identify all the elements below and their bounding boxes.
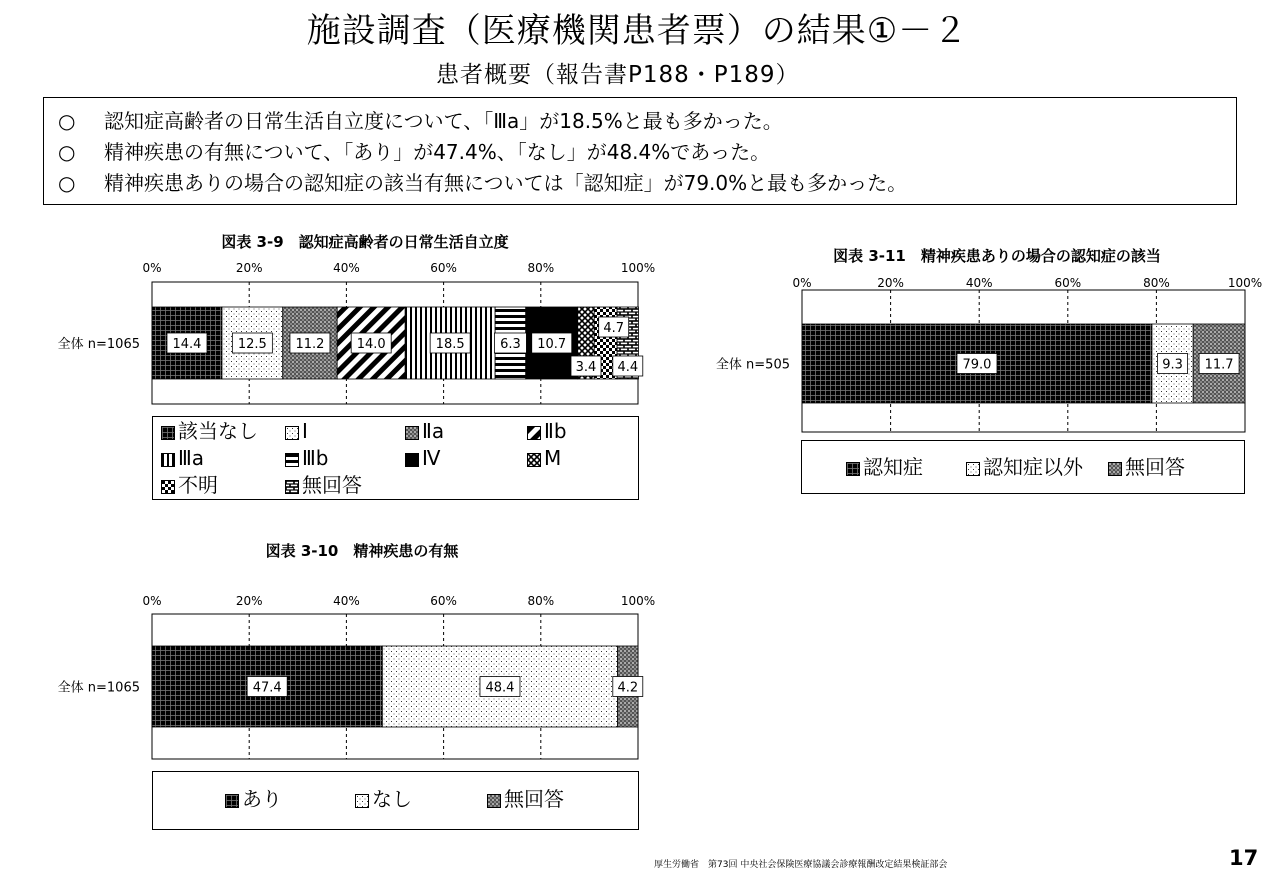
legend-label: Ⅲa: [178, 446, 205, 470]
page-subtitle: 患者概要（報告書P188・P189）: [436, 62, 800, 88]
legend-item: [225, 787, 282, 811]
legend-label: 無回答: [302, 473, 362, 497]
data-label: [430, 333, 470, 353]
page-title: 施設調査（医療機関患者票）の結果①－２: [306, 11, 969, 51]
data-label: [351, 333, 391, 353]
x-tick-label: 60%: [430, 261, 457, 275]
data-label-text: 10.7: [537, 337, 567, 352]
legend-label: 認知症: [863, 455, 923, 479]
data-label: [1158, 354, 1188, 374]
chart-title: 図表 3-11 精神疾患ありの場合の認知症の該当: [833, 247, 1161, 265]
x-tick-label: 20%: [235, 594, 263, 608]
data-label: [1199, 354, 1239, 374]
legend-item: [161, 446, 204, 470]
legend-label: Ⅰ: [302, 419, 308, 443]
x-tick-label: 20%: [235, 261, 263, 275]
legend-swatch-icon: [285, 453, 299, 467]
x-tick-label: 0%: [792, 276, 812, 290]
data-label: [494, 333, 526, 353]
legend-swatch-icon: [161, 480, 175, 494]
legend-item: [161, 473, 218, 497]
legend-fig-3-11: [801, 440, 1245, 494]
chart-fig-3-11: [690, 235, 1270, 440]
x-tick-label: 100%: [1227, 276, 1263, 290]
x-tick-label: 40%: [965, 276, 993, 290]
chart-title: 図表 3-9 認知症高齢者の日常生活自立度: [221, 233, 509, 251]
data-label: [613, 677, 643, 697]
summary-text: 認知症高齢者の日常生活自立度について、「Ⅲa」が18.5%と最も多かった。: [104, 109, 783, 133]
summary-text: 精神疾患ありの場合の認知症の該当有無については「認知症」が79.0%と最も多かった。: [104, 171, 908, 195]
summary-box: [43, 97, 1237, 205]
legend-label: M: [544, 446, 562, 470]
legend-swatch-icon: [405, 453, 419, 467]
x-tick-label: 80%: [527, 594, 555, 608]
summary-line: [58, 169, 907, 197]
legend-swatch-icon: [966, 462, 980, 476]
legend-swatch-icon: [355, 794, 369, 808]
x-tick-label: 80%: [1143, 276, 1170, 290]
chart-fig-3-10: [0, 530, 680, 770]
legend-label: 該当なし: [178, 419, 258, 443]
legend-item: [527, 446, 561, 470]
data-label-text: 47.4: [252, 680, 282, 696]
data-label-text: 4.7: [603, 321, 625, 336]
legend-swatch-icon: [527, 426, 541, 440]
legend-item: [405, 419, 444, 443]
data-label: [247, 677, 287, 697]
footer-source: 厚生労働省 第73回 中央社会保険医療協議会診療報酬改定結果検証部会: [654, 860, 948, 870]
legend-swatch-icon: [161, 426, 175, 440]
legend-item: [527, 419, 567, 443]
x-tick-label: 60%: [1054, 276, 1082, 290]
legend-item: [285, 419, 308, 443]
bullet-circle-icon: ○: [58, 140, 76, 164]
legend-swatch-icon: [161, 453, 175, 467]
legend-swatch-icon: [487, 794, 501, 808]
legend-label: Ⅱb: [544, 419, 567, 443]
data-label-text: 9.3: [1162, 357, 1183, 373]
bullet-circle-icon: ○: [58, 171, 76, 195]
legend-label: 不明: [178, 473, 218, 497]
data-label-text: 11.2: [295, 337, 325, 352]
legend-fig-3-10: [152, 771, 639, 830]
legend-swatch-icon: [285, 426, 299, 440]
legend-label: Ⅳ: [422, 446, 441, 470]
category-label: 全体 n=505: [715, 357, 790, 373]
chart-title: 図表 3-10 精神疾患の有無: [265, 542, 459, 560]
legend-label: 認知症以外: [983, 455, 1083, 479]
x-tick-label: 20%: [877, 276, 904, 290]
legend-item: [285, 446, 328, 470]
legend-label: 無回答: [1125, 455, 1185, 479]
data-label: [571, 356, 601, 376]
summary-line: [58, 138, 770, 166]
legend-item: [487, 787, 564, 811]
data-label: [290, 333, 330, 353]
x-tick-label: 60%: [430, 594, 457, 608]
data-label-text: 4.4: [617, 360, 639, 375]
legend-swatch-icon: [225, 794, 239, 808]
x-tick-label: 100%: [620, 261, 656, 275]
x-tick-label: 0%: [142, 594, 162, 608]
data-label-text: 12.5: [237, 337, 267, 352]
data-label: [532, 333, 572, 353]
data-label-text: 6.3: [500, 337, 521, 352]
legend-item: [1108, 455, 1185, 479]
legend-swatch-icon: [405, 426, 419, 440]
legend-label: Ⅱa: [422, 419, 445, 443]
legend-label: Ⅲb: [302, 446, 329, 470]
category-label: 全体 n=1065: [57, 680, 140, 696]
data-label: [480, 677, 520, 697]
data-label: [167, 333, 207, 353]
page-number: 17: [1229, 846, 1259, 870]
legend-item: [966, 455, 1083, 479]
legend-item: [161, 419, 258, 443]
bullet-circle-icon: ○: [58, 109, 76, 133]
x-tick-label: 100%: [620, 594, 656, 608]
legend-label: 無回答: [504, 787, 564, 811]
legend-label: なし: [372, 787, 412, 811]
legend-fig-3-9: [152, 416, 639, 500]
summary-line: [58, 107, 783, 135]
data-label-text: 11.7: [1204, 357, 1234, 373]
legend-swatch-icon: [1108, 462, 1122, 476]
x-tick-label: 40%: [333, 261, 360, 275]
data-label: [232, 333, 272, 353]
data-label: [613, 356, 643, 376]
x-tick-label: 80%: [527, 261, 555, 275]
category-label: 全体 n=1065: [57, 337, 140, 352]
x-tick-label: 0%: [142, 261, 162, 275]
data-label-text: 4.2: [617, 680, 639, 696]
data-label-text: 79.0: [962, 357, 992, 373]
legend-item: [405, 446, 440, 470]
legend-item: [355, 787, 412, 811]
x-tick-label: 40%: [333, 594, 360, 608]
data-label-text: 3.4: [575, 360, 597, 375]
data-label: [957, 354, 997, 374]
data-label-text: 14.4: [172, 337, 202, 352]
legend-swatch-icon: [285, 480, 299, 494]
data-label-text: 48.4: [485, 680, 515, 696]
data-label-text: 18.5: [435, 337, 465, 352]
data-label-text: 14.0: [356, 337, 386, 352]
legend-swatch-icon: [846, 462, 860, 476]
data-label: [599, 317, 629, 337]
legend-item: [285, 473, 362, 497]
summary-text: 精神疾患の有無について、「あり」が47.4%、「なし」が48.4%であった。: [104, 140, 771, 164]
legend-item: [846, 455, 923, 479]
legend-label: あり: [242, 787, 282, 811]
legend-swatch-icon: [527, 453, 541, 467]
